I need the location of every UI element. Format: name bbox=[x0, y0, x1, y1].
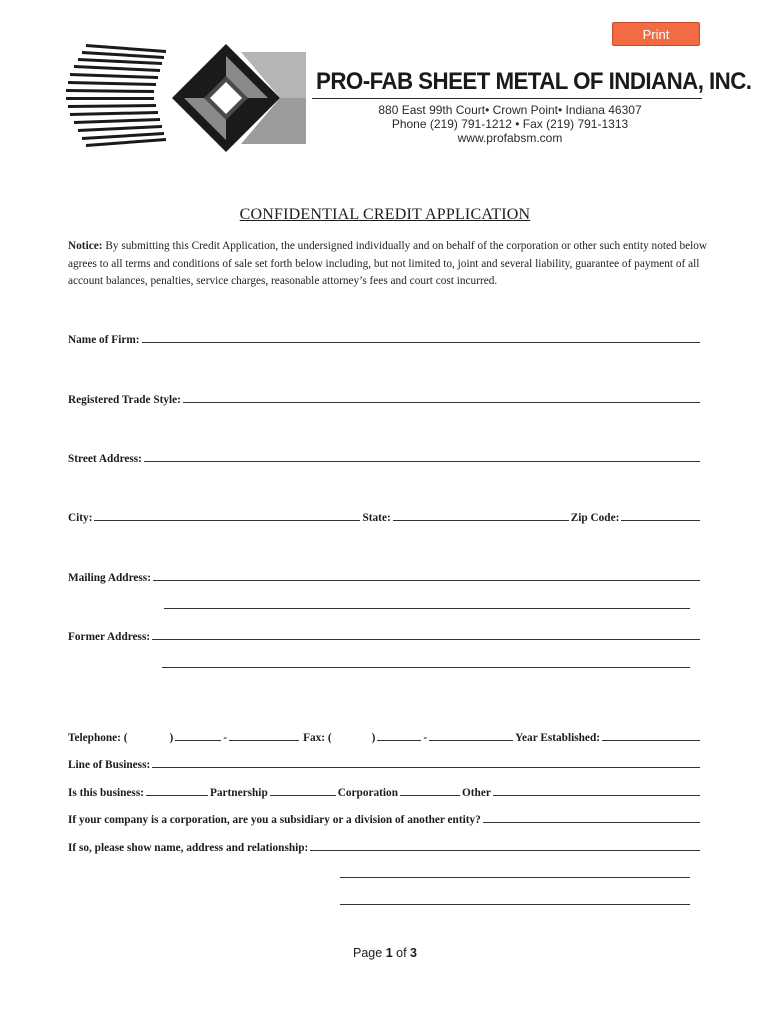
city-field[interactable] bbox=[94, 508, 360, 521]
fax-number-field[interactable] bbox=[429, 728, 513, 741]
street-address-field[interactable] bbox=[144, 449, 700, 462]
year-established-field[interactable] bbox=[602, 728, 700, 741]
name-of-firm-field[interactable] bbox=[142, 330, 700, 343]
telephone-paren-close: ) bbox=[169, 732, 174, 744]
former-address-label: Former Address: bbox=[68, 631, 151, 643]
former-address-field[interactable] bbox=[152, 627, 700, 640]
line-of-business-row bbox=[68, 753, 700, 771]
year-established-label: Year Established: bbox=[515, 732, 600, 744]
relationship-label: If so, please show name, address and relationship: bbox=[68, 842, 309, 854]
fax-label: Fax: ( bbox=[303, 732, 332, 744]
header-divider bbox=[312, 98, 702, 99]
subsidiary-row bbox=[68, 808, 700, 826]
trade-style-row bbox=[68, 388, 700, 406]
city-label: City: bbox=[68, 512, 93, 524]
mailing-address-row bbox=[68, 566, 700, 584]
name-of-firm-row bbox=[68, 328, 700, 346]
zip-code-label: Zip Code: bbox=[570, 512, 620, 524]
other-field[interactable] bbox=[493, 783, 700, 796]
corporation-checkbox-line[interactable] bbox=[270, 783, 336, 796]
company-name: PRO-FAB SHEET METAL OF INDIANA, INC. bbox=[316, 68, 752, 95]
page-word: Page bbox=[353, 946, 383, 960]
trade-style-label: Registered Trade Style: bbox=[68, 394, 181, 406]
street-address-label: Street Address: bbox=[68, 453, 142, 465]
telephone-label: Telephone: ( bbox=[68, 732, 128, 744]
page-total: 3 bbox=[410, 946, 417, 960]
mailing-address-field[interactable] bbox=[153, 568, 700, 581]
telephone-fax-row bbox=[68, 726, 700, 744]
diamond-speed-lines-logo bbox=[66, 42, 316, 159]
telephone-dash: - bbox=[223, 732, 228, 744]
relationship-field[interactable] bbox=[310, 838, 700, 851]
of-word: of bbox=[396, 946, 407, 960]
relationship-field-line-3[interactable] bbox=[340, 903, 690, 905]
former-address-field-line-2[interactable] bbox=[162, 666, 690, 668]
is-this-business-label: Is this business: bbox=[68, 787, 144, 799]
partnership-checkbox-line[interactable] bbox=[146, 783, 208, 796]
company-phone-fax: Phone (219) 791-1212 • Fax (219) 791-1313 bbox=[391, 117, 629, 131]
line-of-business-label: Line of Business: bbox=[68, 759, 151, 771]
company-website: www.profabsm.com bbox=[457, 131, 563, 145]
mailing-address-field-line-2[interactable] bbox=[164, 607, 690, 609]
city-state-zip-row bbox=[68, 506, 700, 524]
name-of-firm-label: Name of Firm: bbox=[68, 334, 140, 346]
relationship-field-line-2[interactable] bbox=[340, 876, 690, 878]
document-title: CONFIDENTIAL CREDIT APPLICATION bbox=[239, 206, 531, 223]
corporation-label: Corporation bbox=[337, 787, 398, 799]
mailing-address-label: Mailing Address: bbox=[68, 572, 151, 584]
notice-text: By submitting this Credit Application, the undersigned individually and on behalf of the corporation or other such entity noted below agrees to all terms and conditions of sale set forth below including, but not limited to, joint and several liability, guarantee of payment of all account balances, penalties, service charges, reasonable attorney’s fees and court cost incurred. bbox=[68, 240, 708, 287]
notice-label: Notice: bbox=[68, 240, 103, 252]
street-address-row bbox=[68, 447, 700, 465]
line-of-business-field[interactable] bbox=[152, 755, 700, 768]
page-current: 1 bbox=[385, 946, 393, 960]
fax-prefix-field[interactable] bbox=[377, 728, 421, 741]
partnership-label: Partnership bbox=[209, 787, 268, 799]
company-address: 880 East 99th Court• Crown Point• Indiana 46307 bbox=[378, 103, 642, 117]
relationship-row bbox=[68, 836, 700, 854]
state-field[interactable] bbox=[393, 508, 569, 521]
other-checkbox-line[interactable] bbox=[400, 783, 460, 796]
fax-dash: - bbox=[423, 732, 428, 744]
telephone-number-field[interactable] bbox=[229, 728, 299, 741]
other-label: Other bbox=[461, 787, 491, 799]
telephone-prefix-field[interactable] bbox=[175, 728, 221, 741]
subsidiary-question-label: If your company is a corporation, are you a subsidiary or a division of another entity? bbox=[68, 814, 481, 826]
former-address-row bbox=[68, 625, 700, 643]
subsidiary-answer-field[interactable] bbox=[483, 810, 700, 823]
trade-style-field[interactable] bbox=[183, 390, 700, 403]
notice-paragraph bbox=[68, 238, 708, 291]
page-number bbox=[0, 946, 770, 960]
print-button[interactable]: Print bbox=[612, 22, 700, 46]
fax-paren-close: ) bbox=[371, 732, 376, 744]
business-type-row bbox=[68, 781, 700, 799]
state-label: State: bbox=[362, 512, 391, 524]
zip-code-field[interactable] bbox=[621, 508, 700, 521]
